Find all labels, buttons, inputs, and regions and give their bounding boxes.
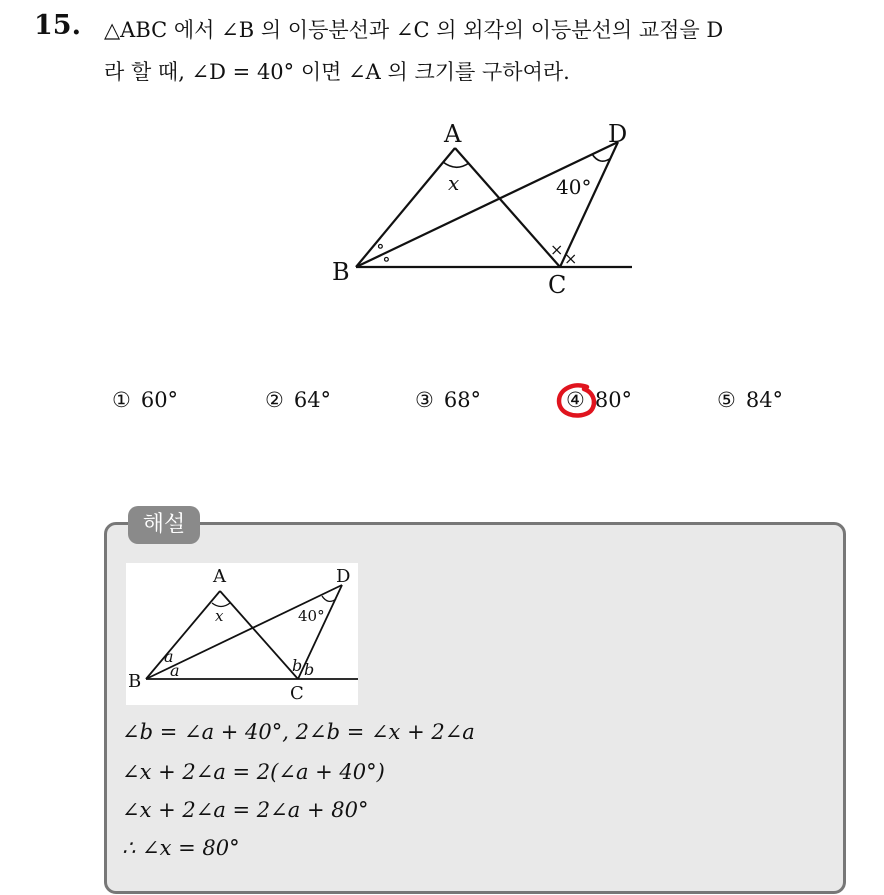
- label-a: A: [444, 120, 462, 148]
- sol-label-x: x: [215, 607, 224, 625]
- sol-angle-arc-a: [212, 603, 230, 607]
- choice-5[interactable]: [717, 388, 783, 412]
- label-x: x: [448, 171, 460, 195]
- angle-arc-a: [443, 162, 469, 167]
- sol-label-b-right: b: [304, 660, 315, 679]
- solution-tag: 해설: [128, 506, 200, 544]
- question-text-line-1: △ABC 에서 ∠B 의 이등분선과 ∠C 의 외각의 이등분선의 교점을 D: [104, 18, 724, 42]
- choice-2-value: 64°: [293, 388, 332, 412]
- label-b: B: [332, 258, 350, 286]
- solution-line-1: ∠b = ∠a + 40°, 2∠b = ∠x + 2∠a: [122, 720, 475, 744]
- sol-label-c: C: [290, 683, 304, 704]
- sol-label-d: D: [336, 566, 351, 587]
- sol-angle-arc-d: [322, 596, 336, 601]
- choice-2[interactable]: [265, 388, 331, 412]
- sol-label-a: A: [213, 566, 226, 587]
- mark-cross-2: ×: [564, 249, 578, 268]
- choice-1-value: 60°: [140, 388, 179, 412]
- sol-segment-ab: [146, 591, 220, 679]
- choice-4-mark: ④: [566, 388, 585, 412]
- question-text-line-2: 라 할 때, ∠D = 40° 이면 ∠A 의 크기를 구하여라.: [104, 60, 570, 84]
- choice-3[interactable]: [415, 388, 481, 412]
- choice-5-value: 84°: [745, 388, 784, 412]
- triangle-figure: [320, 110, 640, 300]
- choice-4-value: 80°: [594, 388, 633, 412]
- sol-label-a-upper: a: [164, 647, 174, 666]
- segment-ac: [455, 148, 560, 267]
- choice-3-value: 68°: [443, 388, 482, 412]
- segment-ab: [356, 148, 455, 267]
- answer-circle-icon: [554, 381, 600, 421]
- solution-line-3: ∠x + 2∠a = 2∠a + 80°: [122, 798, 369, 822]
- sol-label-b: B: [128, 671, 142, 692]
- label-c: C: [548, 271, 567, 299]
- sol-segment-ac: [220, 591, 298, 679]
- solution-line-2: ∠x + 2∠a = 2(∠a + 40°): [122, 760, 385, 784]
- sol-label-b-left: b: [292, 656, 303, 675]
- mark-circle-1: ∘: [376, 236, 385, 257]
- choice-2-mark: ②: [265, 388, 284, 412]
- mark-cross-1: ×: [550, 240, 564, 259]
- solution-line-4: ∴ ∠x = 80°: [122, 836, 240, 860]
- segment-bd: [356, 142, 618, 267]
- sol-label-40-degrees: 40°: [298, 607, 325, 625]
- label-40-degrees: 40°: [556, 175, 592, 199]
- choice-1[interactable]: [112, 388, 178, 412]
- choice-5-mark: ⑤: [717, 388, 736, 412]
- sol-label-a-lower: a: [170, 661, 180, 680]
- mark-circle-2: ∘: [382, 249, 391, 270]
- choice-1-mark: ①: [112, 388, 131, 412]
- question-number: 15.: [34, 10, 81, 41]
- label-d: D: [608, 120, 628, 148]
- angle-arc-d: [592, 154, 611, 161]
- choice-3-mark: ③: [415, 388, 434, 412]
- solution-figure: [126, 563, 358, 705]
